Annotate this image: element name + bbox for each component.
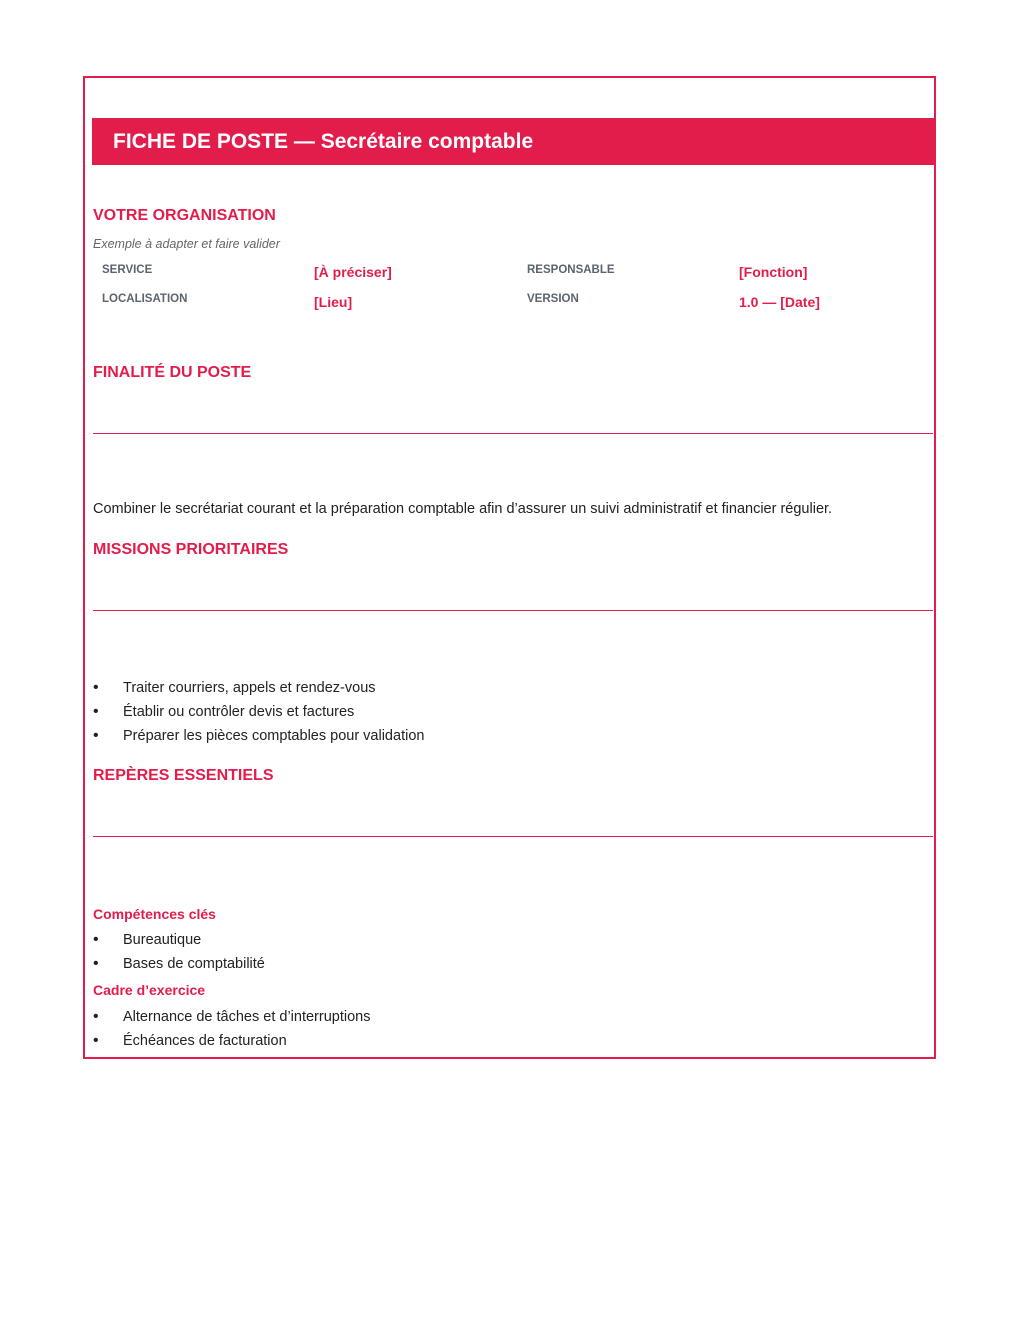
- section-divider: [93, 610, 933, 611]
- list-item: • Établir ou contrôler devis et factures: [93, 700, 424, 724]
- list-item: • Échéances de facturation: [93, 1029, 370, 1053]
- competences-list: [93, 928, 265, 976]
- section-heading-organisation: VOTRE ORGANISATION: [93, 207, 276, 224]
- field-value-version: 1.0 — [Date]: [739, 294, 820, 310]
- page-title: FICHE DE POSTE — Secrétaire comptable: [92, 118, 934, 165]
- field-label-service: SERVICE: [102, 264, 153, 276]
- list-item: • Alternance de tâches et d’interruptions: [93, 1005, 370, 1029]
- cadre-list: [93, 1005, 370, 1053]
- list-item: • Bases de comptabilité: [93, 952, 265, 976]
- list-item: • Préparer les pièces comptables pour validation: [93, 724, 424, 748]
- subheading-cadre: Cadre d’exercice: [93, 982, 206, 998]
- list-item: • Traiter courriers, appels et rendez-vous: [93, 676, 424, 700]
- field-label-responsable: RESPONSABLE: [527, 264, 615, 276]
- field-value-service: [À préciser]: [314, 264, 392, 280]
- finalite-text: Combiner le secrétariat courant et la préparation comptable afin d’assurer un suivi administratif et financier régulier.: [93, 501, 833, 517]
- field-label-localisation: LOCALISATION: [102, 293, 188, 305]
- section-heading-reperes: REPÈRES ESSENTIELS: [93, 767, 274, 784]
- section-divider: [93, 836, 933, 837]
- field-value-responsable: [Fonction]: [739, 264, 808, 280]
- field-label-version: VERSION: [527, 293, 579, 305]
- list-item: • Bureautique: [93, 928, 265, 952]
- field-value-localisation: [Lieu]: [314, 294, 353, 310]
- section-heading-finalite: FINALITÉ DU POSTE: [93, 364, 252, 381]
- organisation-subtitle: Exemple à adapter et faire valider: [93, 237, 280, 251]
- section-heading-missions: MISSIONS PRIORITAIRES: [93, 541, 289, 558]
- subheading-competences: Compétences clés: [93, 906, 216, 922]
- missions-list: [93, 676, 424, 748]
- section-divider: [93, 433, 933, 434]
